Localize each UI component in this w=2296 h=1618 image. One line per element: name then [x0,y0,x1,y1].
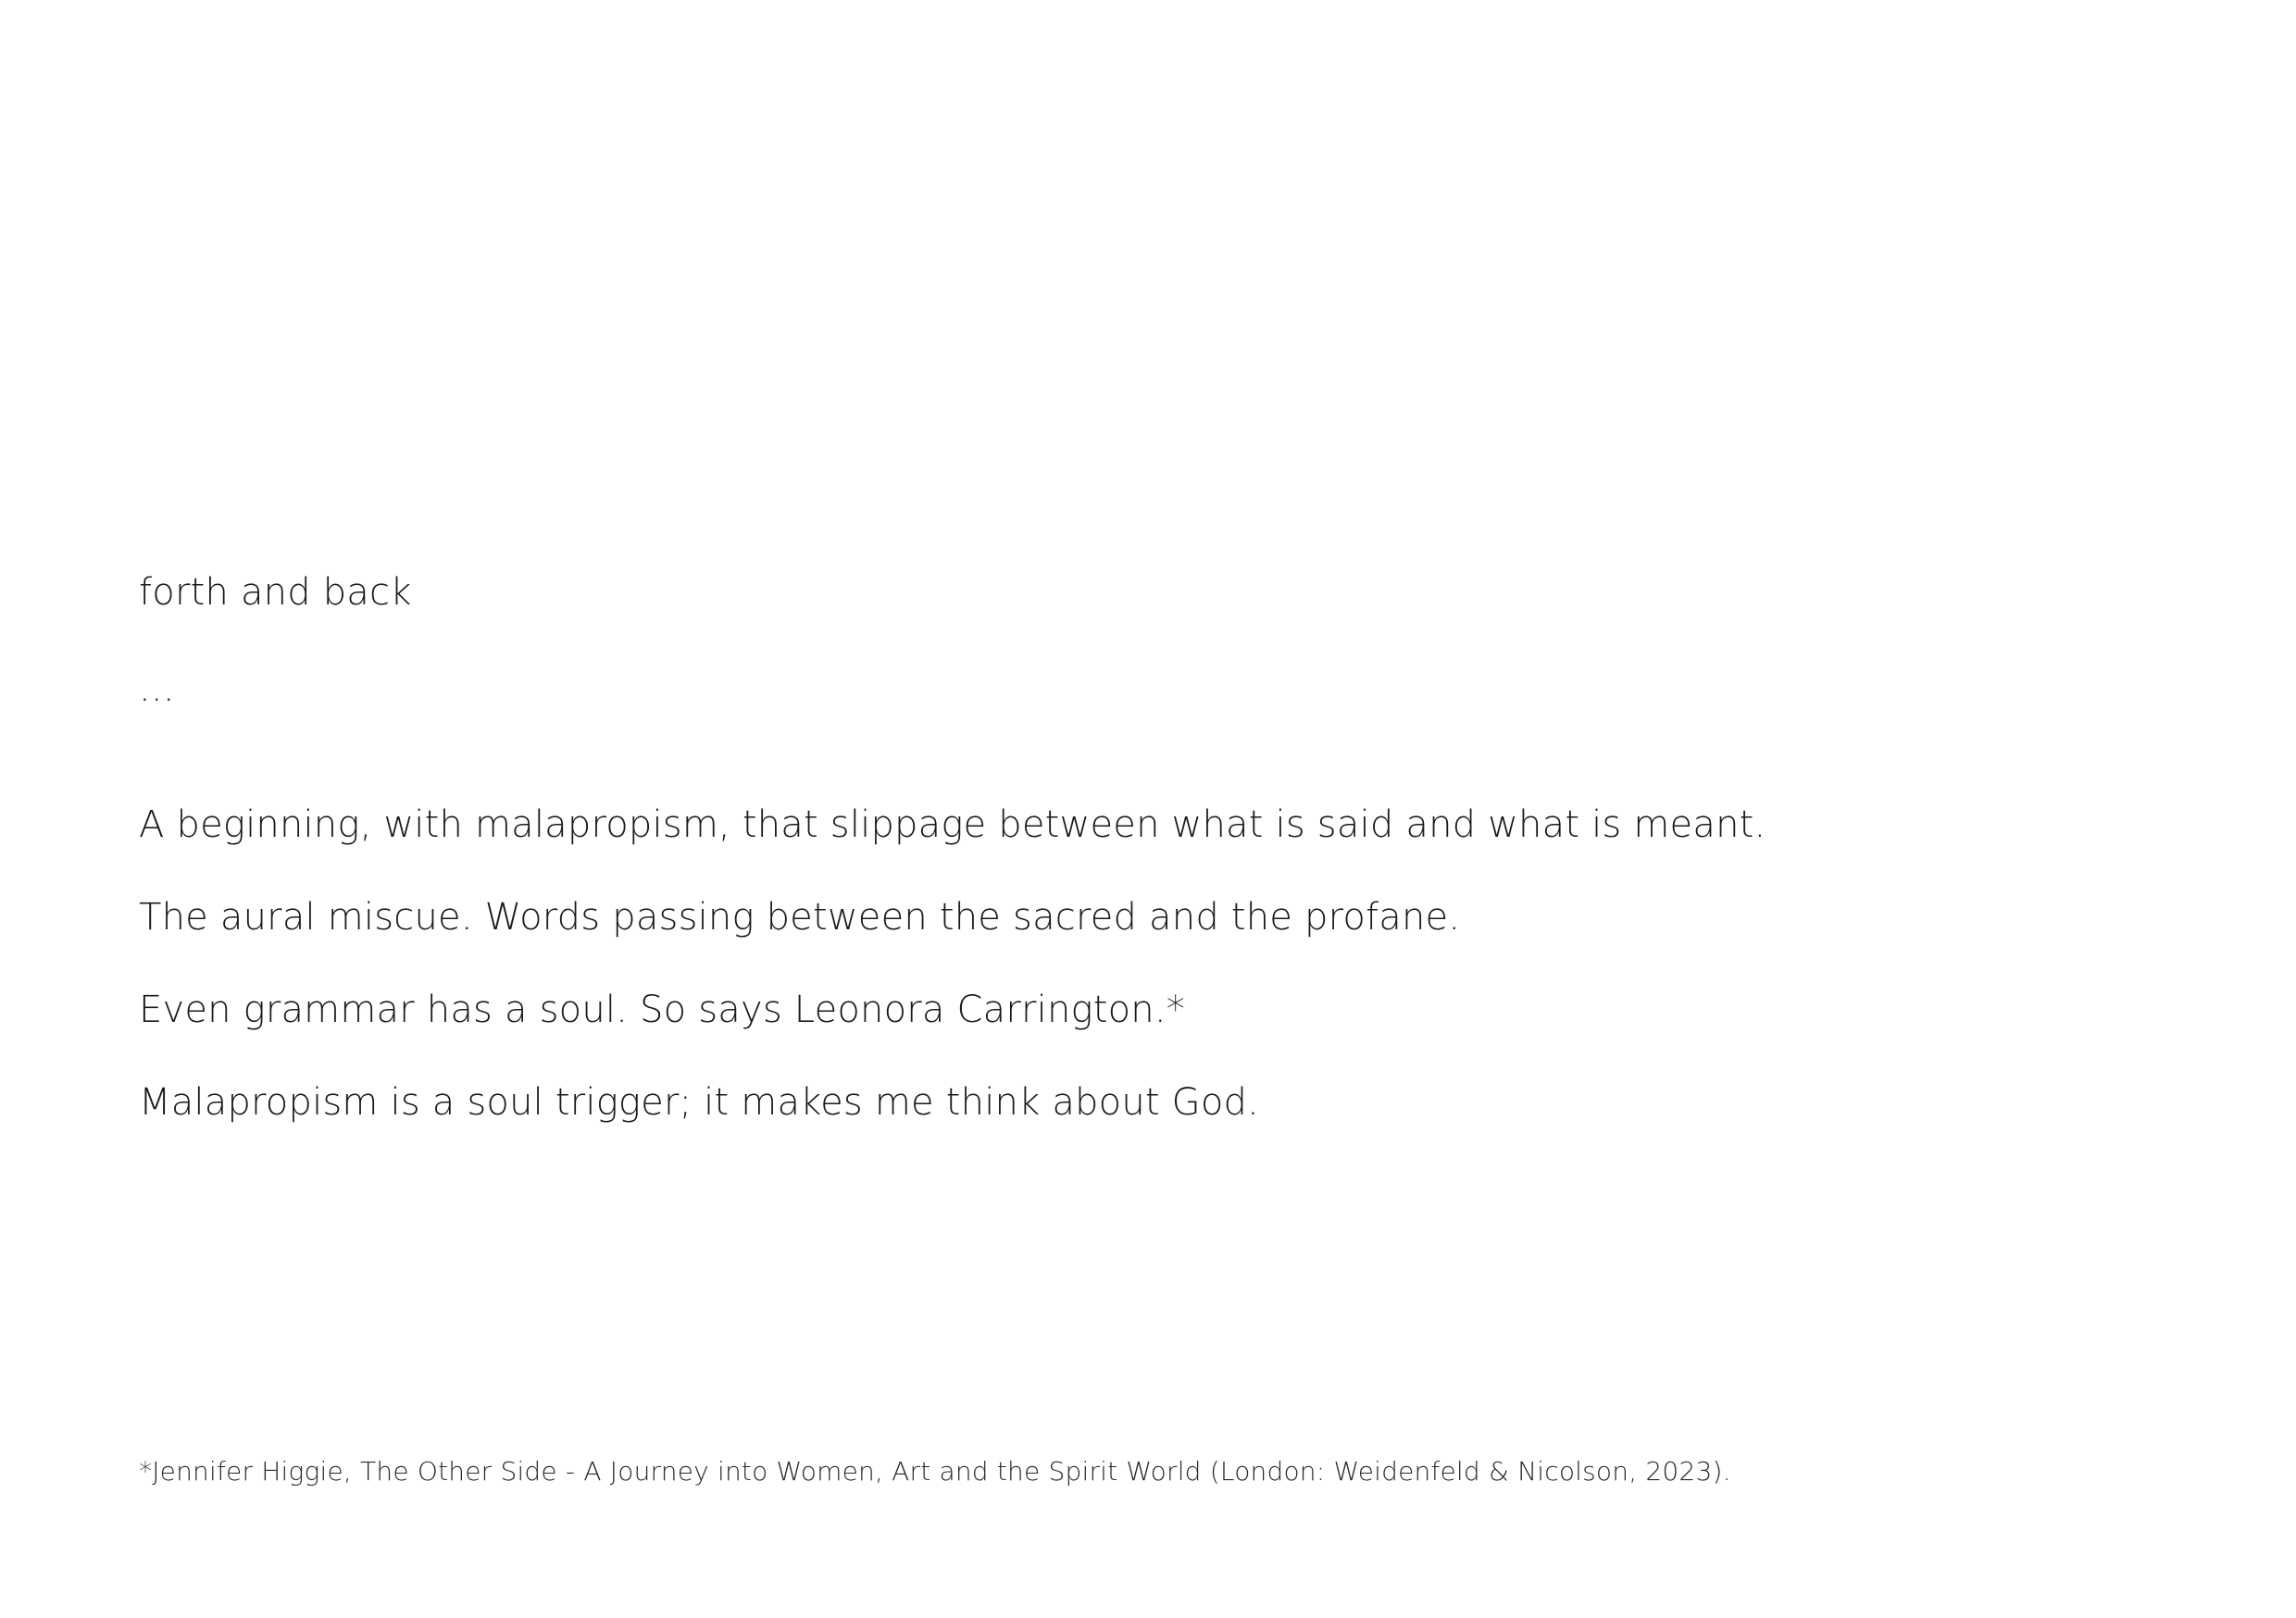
ellipsis-separator: ... [139,667,175,710]
paragraph-2: The aural miscue. Words passing between the sacred and the profane. [139,896,1461,939]
paragraph-3: Even grammar has a soul. So says Leonora Carrington.* [139,989,1185,1031]
paragraph-1: A beginning, with malapropism, that slippage between what is said and what is meant. [139,803,1766,846]
paragraph-4: Malapropism is a soul trigger; it makes me think about God. [139,1081,1260,1124]
page-title: forth and back [139,571,412,614]
footnote: *Jennifer Higgie, The Other Side - A Journey into Women, Art and the Spirit World (London: Weidenfeld & Nicolson, 2023). [139,1456,1731,1487]
